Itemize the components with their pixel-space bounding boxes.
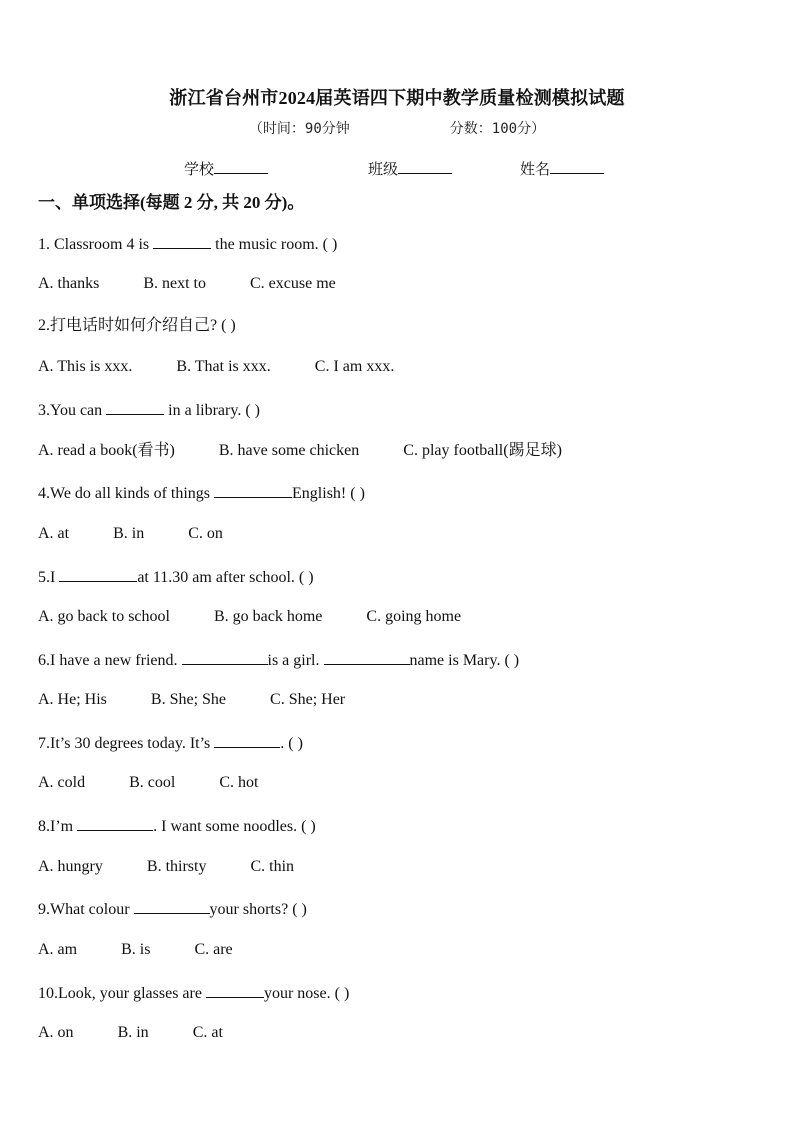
options-1	[38, 274, 380, 294]
school-field	[184, 158, 268, 179]
question-5: 5.I at 11.30 am after school. ( )	[38, 566, 314, 588]
option-b: B. go back home	[213, 608, 323, 625]
option-c: C. I am xxx.	[314, 358, 395, 375]
answer-blank	[134, 898, 210, 914]
option-a: A. cold	[38, 774, 86, 791]
options-9	[38, 940, 277, 960]
name-label: 姓名	[520, 162, 551, 178]
question-1: 1. Classroom 4 is the music room. ( )	[38, 233, 337, 255]
options-7	[38, 773, 302, 793]
answer-blank	[153, 233, 211, 249]
answer-blank	[214, 732, 280, 748]
option-b: B. in	[117, 1024, 149, 1041]
question-2: 2.打电话时如何介绍自己? ( )	[38, 317, 236, 334]
option-c: C. are	[194, 941, 233, 958]
school-line	[214, 159, 268, 174]
answer-blank	[206, 982, 264, 998]
question-7: 7.It’s 30 degrees today. It’s . ( )	[38, 732, 303, 754]
option-a: A. read a book(看书)	[38, 442, 175, 459]
option-a: A. This is xxx.	[38, 358, 133, 375]
options-2	[38, 357, 438, 377]
option-c: C. excuse me	[250, 275, 336, 292]
class-field	[368, 158, 452, 179]
option-a: A. am	[38, 941, 78, 958]
answer-blank	[59, 566, 137, 582]
options-3	[38, 441, 606, 461]
school-label: 学校	[184, 162, 215, 178]
question-9: 9.What colour your shorts? ( )	[38, 898, 307, 920]
option-b: B. is	[121, 941, 151, 958]
class-line	[398, 159, 452, 174]
option-b: B. have some chicken	[218, 442, 360, 459]
options-6	[38, 690, 389, 710]
option-c: C. going home	[366, 608, 462, 625]
exam-title: 浙江省台州市2024届英语四下期中教学质量检测模拟试题	[169, 88, 625, 108]
answer-blank	[324, 649, 410, 665]
exam-meta	[0, 118, 794, 138]
section-title: 一、单项选择(每题 2 分, 共 20 分)。	[38, 193, 305, 212]
answer-blank	[214, 482, 292, 498]
options-4	[38, 524, 267, 544]
question-10: 10.Look, your glasses are your nose. ( )	[38, 982, 349, 1004]
options-8	[38, 857, 338, 877]
options-5	[38, 607, 505, 627]
option-b: B. She; She	[150, 691, 227, 708]
answer-blank	[77, 815, 153, 831]
option-b: B. cool	[129, 774, 176, 791]
answer-blank	[106, 399, 164, 415]
exam-score: 分数：100分）	[449, 121, 546, 137]
options-10	[38, 1023, 267, 1043]
option-b: B. thirsty	[146, 858, 207, 875]
question-8: 8.I’m . I want some noodles. ( )	[38, 815, 316, 837]
option-c: C. at	[192, 1024, 223, 1041]
option-a: A. go back to school	[38, 608, 170, 625]
option-c: C. thin	[250, 858, 295, 875]
answer-blank	[182, 649, 268, 665]
option-c: C. hot	[219, 774, 259, 791]
option-a: A. on	[38, 1024, 74, 1041]
name-field	[520, 158, 604, 179]
name-line	[550, 159, 604, 174]
exam-time: （时间：90分钟	[248, 121, 350, 137]
option-a: A. He; His	[38, 691, 107, 708]
question-4: 4.We do all kinds of things English! ( )	[38, 482, 365, 504]
option-c: C. play football(踢足球)	[403, 442, 562, 459]
option-b: B. next to	[143, 275, 206, 292]
option-b: B. in	[113, 525, 145, 542]
option-c: C. She; Her	[270, 691, 346, 708]
option-a: A. thanks	[38, 275, 100, 292]
option-c: C. on	[188, 525, 223, 542]
option-a: A. hungry	[38, 858, 103, 875]
class-label: 班级	[368, 162, 399, 178]
option-a: A. at	[38, 525, 70, 542]
option-b: B. That is xxx.	[176, 358, 271, 375]
question-3: 3.You can in a library. ( )	[38, 399, 260, 421]
question-6: 6.I have a new friend. is a girl. name is Mary. ( )	[38, 649, 519, 671]
